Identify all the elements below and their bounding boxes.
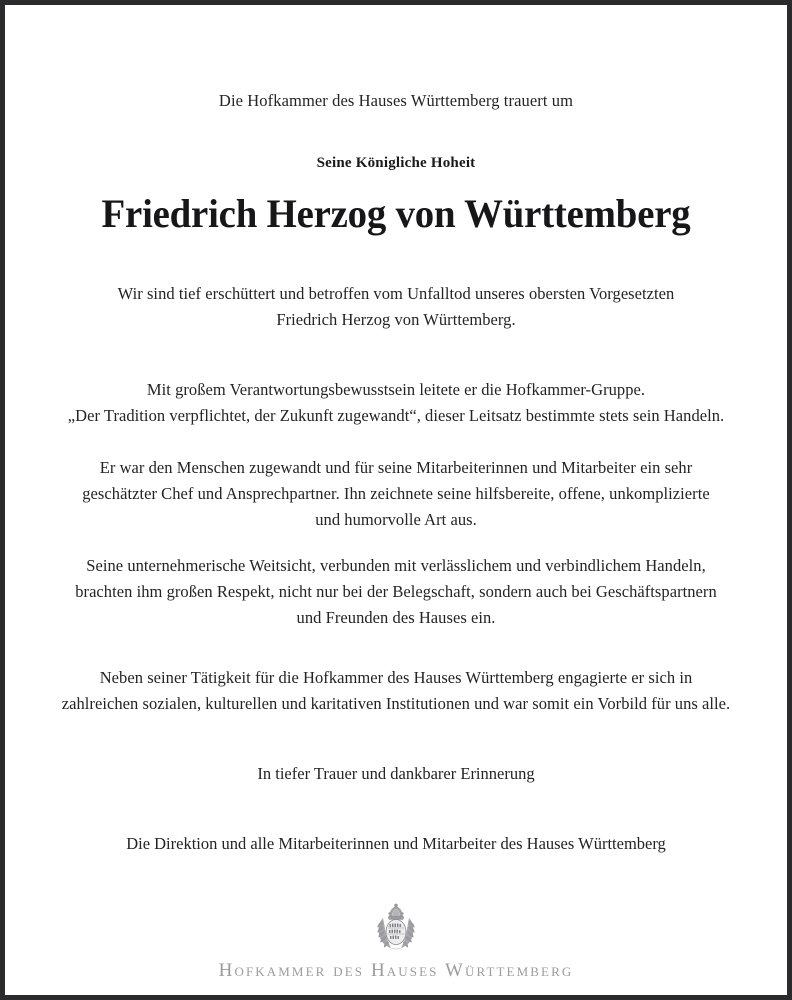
- paragraph-5-line-1: Neben seiner Tätigkeit für die Hofkammer des Hauses Württemberg engagierte er sich in: [99, 668, 693, 687]
- signature-line: Die Direktion und alle Mitarbeiterinnen und Mitarbeiter des Hauses Württemberg: [126, 834, 666, 853]
- paragraph-1-line-2: Friedrich Herzog von Württemberg.: [276, 310, 516, 329]
- top-spacer: [5, 5, 787, 89]
- paragraph-3-line-3: und humorvolle Art aus.: [315, 510, 477, 529]
- spacer-after-name: [5, 237, 787, 281]
- spacer-6: [5, 787, 787, 831]
- spacer-1: [5, 333, 787, 377]
- spacer-3: [5, 533, 787, 553]
- paragraph-4-line-3: und Freunden des Hauses ein.: [296, 608, 496, 627]
- spacer-2: [5, 429, 787, 455]
- organization-name: Hofkammer des Hauses Württemberg: [218, 960, 574, 981]
- paragraph-4-line-1: Seine unternehmerische Weitsicht, verbunden mit verlässlichem und verbindlichem Handeln,: [86, 556, 706, 575]
- spacer-4: [5, 631, 787, 665]
- paragraph-4: [36, 553, 756, 631]
- paragraph-5-line-2: zahlreichen sozialen, kulturellen und karitativen Institutionen und war somit ein Vorbild für uns alle.: [61, 694, 731, 713]
- deceased-name: Friedrich Herzog von Württemberg: [101, 191, 691, 236]
- notice-content: [5, 5, 787, 995]
- paragraph-4-line-2: brachten ihm großen Respekt, nicht nur bei der Belegschaft, sondern auch bei Geschäftspartnern: [75, 582, 717, 601]
- paragraph-3-line-1: Er war den Menschen zugewandt und für seine Mitarbeiterinnen und Mitarbeiter ein sehr: [99, 458, 693, 477]
- paragraph-5: [36, 665, 756, 717]
- honorific-title: Seine Königliche Hoheit: [316, 155, 476, 171]
- paragraph-1: [36, 281, 756, 333]
- spacer-5: [5, 717, 787, 761]
- paragraph-2-line-2: „Der Tradition verpflichtet, der Zukunft zugewandt“, dieser Leitsatz bestimmte stets sein Handeln.: [67, 406, 725, 425]
- paragraph-3-line-2: geschätzter Chef und Ansprechpartner. Ihn zeichnete seine hilfsbereite, offene, unkomplizierte: [82, 484, 710, 503]
- paragraph-2-line-1: Mit großem Verantwortungsbewusstsein leitete er die Hofkammer-Gruppe.: [146, 380, 646, 399]
- lede-text: Die Hofkammer des Hauses Württemberg trauert um: [218, 91, 574, 110]
- crown-crest-icon: [373, 901, 419, 953]
- paragraph-3: [36, 455, 756, 533]
- closing-line: In tiefer Trauer und dankbarer Erinnerung: [257, 764, 535, 783]
- paragraph-1-line-1: Wir sind tief erschüttert und betroffen vom Unfalltod unseres obersten Vorgesetzten: [117, 284, 675, 303]
- paragraph-2: [36, 377, 756, 429]
- organization-logo-area: [5, 901, 787, 983]
